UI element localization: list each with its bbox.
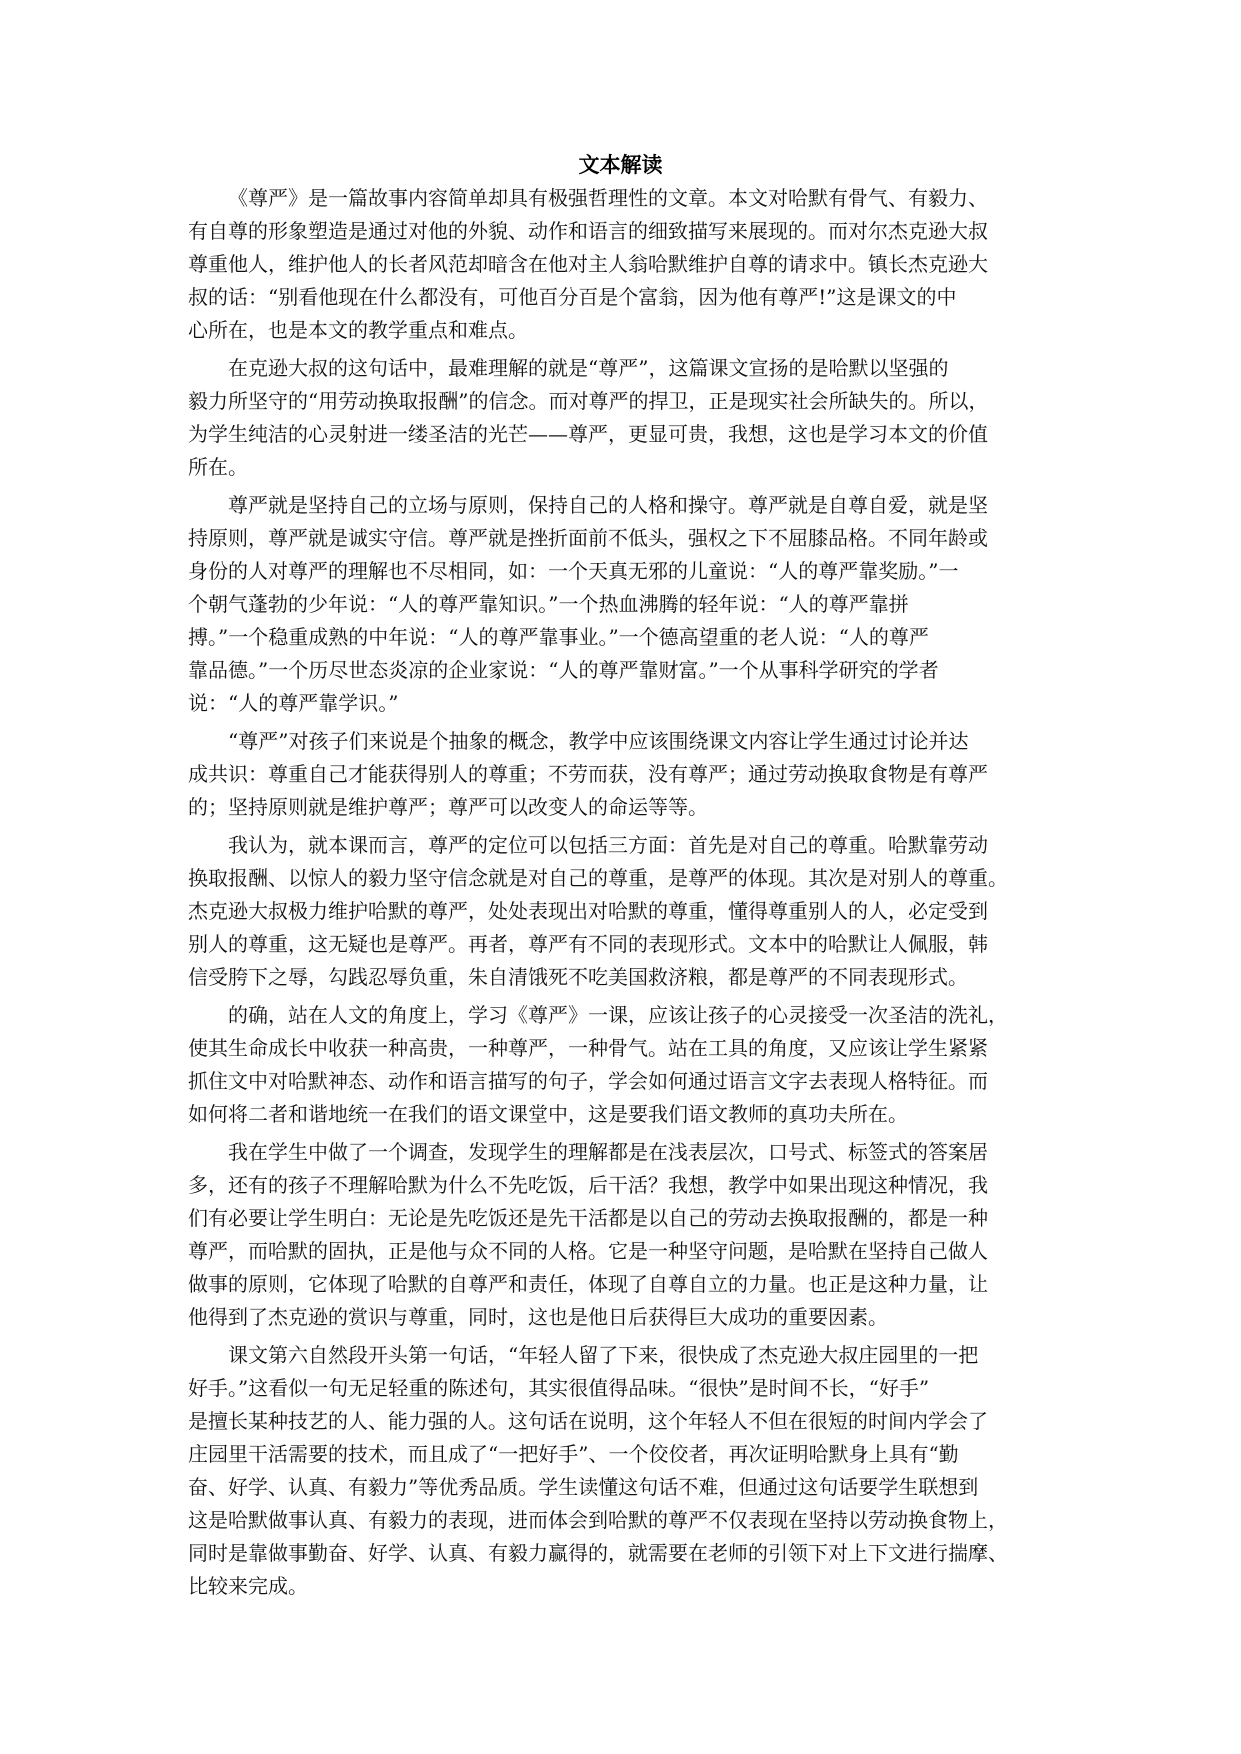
paragraph-line: 他得到了杰克逊的赏识与尊重，同时，这也是他日后获得巨大成功的重要因素。: [188, 1305, 888, 1329]
paragraph-line: 个朝气蓬勃的少年说：“人的尊严靠知识。”一个热血沸腾的轻年说：“人的尊严靠拼: [188, 592, 909, 616]
paragraph-line: 成共识：尊重自己才能获得别人的尊重；不劳而获，没有尊严；通过劳动换取食物是有尊严: [188, 762, 988, 786]
paragraph-line: 尊重他人，维护他人的长者风范却暗含在他对主人翁哈默维护自尊的请求中。镇长杰克逊大: [188, 252, 988, 276]
paragraph-8: [188, 1339, 1068, 1603]
paragraph-line: 信受胯下之辱，勾践忍辱负重，朱自清饿死不吃美国救济粮，都是尊严的不同表现形式。: [188, 965, 968, 989]
paragraph-line: 《尊严》是一篇故事内容简单却具有极强哲理性的文章。本文对哈默有骨气、有毅力、: [228, 186, 988, 210]
paragraph-line: 所在。: [188, 455, 248, 479]
paragraph-line: 的确，站在人文的角度上，学习《尊严》一课，应该让孩子的心灵接受一次圣洁的洗礼，: [228, 1003, 1008, 1027]
paragraph-line: 课文第六自然段开头第一句话，“年轻人留了下来，很快成了杰克逊大叔庄园里的一把: [228, 1343, 979, 1367]
paragraph-6: [188, 999, 1068, 1131]
paragraph-line: 杰克逊大叔极力维护哈默的尊严，处处表现出对哈默的尊重，懂得尊重别人的人，必定受到: [188, 899, 988, 923]
paragraph-5: [188, 829, 1068, 994]
paragraph-line: 为学生纯洁的心灵射进一缕圣洁的光芒——尊严，更显可贵，我想，这也是学习本文的价值: [188, 422, 988, 446]
paragraph-line: 靠品德。”一个历尽世态炎凉的企业家说：“人的尊严靠财富。”一个从事科学研究的学者: [188, 658, 939, 682]
paragraph-line: 我认为，就本课而言，尊严的定位可以包括三方面：首先是对自己的尊重。哈默靠劳动: [228, 833, 988, 857]
paragraph-line: 是擅长某种技艺的人、能力强的人。这句话在说明，这个年轻人不但在很短的时间内学会了: [188, 1409, 988, 1433]
paragraph-line: 说：“人的尊严靠学识。”: [188, 691, 399, 715]
paragraph-line: 奋、好学、认真、有毅力”等优秀品质。学生读懂这句话不难，但通过这句话要学生联想到: [188, 1475, 979, 1499]
paragraph-1: [188, 182, 1068, 347]
paragraph-line: 多，还有的孩子不理解哈默为什么不先吃饭，后干活？我想，教学中如果出现这种情况，我: [188, 1173, 988, 1197]
paragraph-4: [188, 725, 1068, 824]
paragraph-line: 们有必要让学生明白：无论是先吃饭还是先干活都是以自己的劳动去换取报酬的，都是一种: [188, 1206, 988, 1230]
paragraph-line: 如何将二者和谐地统一在我们的语文课堂中，这是要我们语文教师的真功夫所在。: [188, 1102, 908, 1126]
paragraph-line: 有自尊的形象塑造是通过对他的外貌、动作和语言的细致描写来展现的。而对尔杰克逊大叔: [188, 219, 988, 243]
paragraph-line: 庄园里干活需要的技术，而且成了“一把好手”、一个佼佼者，再次证明哈默身上具有“勤: [188, 1442, 959, 1466]
paragraph-line: 尊严就是坚持自己的立场与原则，保持自己的人格和操守。尊严就是自尊自爱，就是坚: [228, 493, 988, 517]
paragraph-line: 换取报酬、以惊人的毅力坚守信念就是对自己的尊重，是尊严的体现。其次是对别人的尊重。: [188, 866, 1008, 890]
paragraph-line: 我在学生中做了一个调查，发现学生的理解都是在浅表层次，口号式、标签式的答案居: [228, 1140, 988, 1164]
paragraph-line: 搏。”一个稳重成熟的中年说：“人的尊严靠事业。”一个德高望重的老人说：“人的尊严: [188, 625, 929, 649]
paragraph-line: 做事的原则，它体现了哈默的自尊严和责任，体现了自尊自立的力量。也正是这种力量，让: [188, 1272, 988, 1296]
document-body: [188, 182, 1068, 1608]
paragraph-line: “尊严”对孩子们来说是个抽象的概念，教学中应该围绕课文内容让学生通过讨论并达: [228, 729, 969, 753]
paragraph-line: 在克逊大叔的这句话中，最难理解的就是“尊严”，这篇课文宣扬的是哈默以坚强的: [228, 356, 949, 380]
paragraph-2: [188, 352, 1068, 484]
paragraph-line: 别人的尊重，这无疑也是尊严。再者，尊严有不同的表现形式。文本中的哈默让人佩服，韩: [188, 932, 988, 956]
paragraph-line: 心所在，也是本文的教学重点和难点。: [188, 318, 528, 342]
paragraph-7: [188, 1136, 1068, 1334]
paragraph-line: 使其生命成长中收获一种高贵，一种尊严，一种骨气。站在工具的角度，又应该让学生紧紧: [188, 1036, 988, 1060]
paragraph-line: 的；坚持原则就是维护尊严；尊严可以改变人的命运等等。: [188, 795, 708, 819]
paragraph-line: 持原则，尊严就是诚实守信。尊严就是挫折面前不低头，强权之下不屈膝品格。不同年龄或: [188, 526, 988, 550]
paragraph-line: 尊严，而哈默的固执，正是他与众不同的人格。它是一种坚守问题，是哈默在坚持自己做人: [188, 1239, 988, 1263]
document-title: 文本解读: [578, 152, 663, 177]
paragraph-3: [188, 489, 1068, 720]
paragraph-line: 身份的人对尊严的理解也不尽相同，如：一个天真无邪的儿童说：“人的尊严靠奖励。”一: [188, 559, 959, 583]
paragraph-line: 同时是靠做事勤奋、好学、认真、有毅力赢得的，就需要在老师的引领下对上下文进行揣摩、: [188, 1541, 1008, 1565]
paragraph-line: 这是哈默做事认真、有毅力的表现，进而体会到哈默的尊严不仅表现在坚持以劳动换食物上，: [188, 1508, 1008, 1532]
paragraph-line: 比较来完成。: [188, 1574, 308, 1598]
paragraph-line: 毅力所坚守的“用劳动换取报酬”的信念。而对尊严的捍卫，正是现实社会所缺失的。所以，: [188, 389, 989, 413]
paragraph-line: 叔的话：“别看他现在什么都没有，可他百分百是个富翁，因为他有尊严!”这是课文的中: [188, 285, 957, 309]
paragraph-line: 抓住文中对哈默神态、动作和语言描写的句子，学会如何通过语言文字去表现人格特征。而: [188, 1069, 988, 1093]
paragraph-line: 好手。”这看似一句无足轻重的陈述句，其实很值得品味。“很快”是时间不长，“好手”: [188, 1376, 930, 1400]
